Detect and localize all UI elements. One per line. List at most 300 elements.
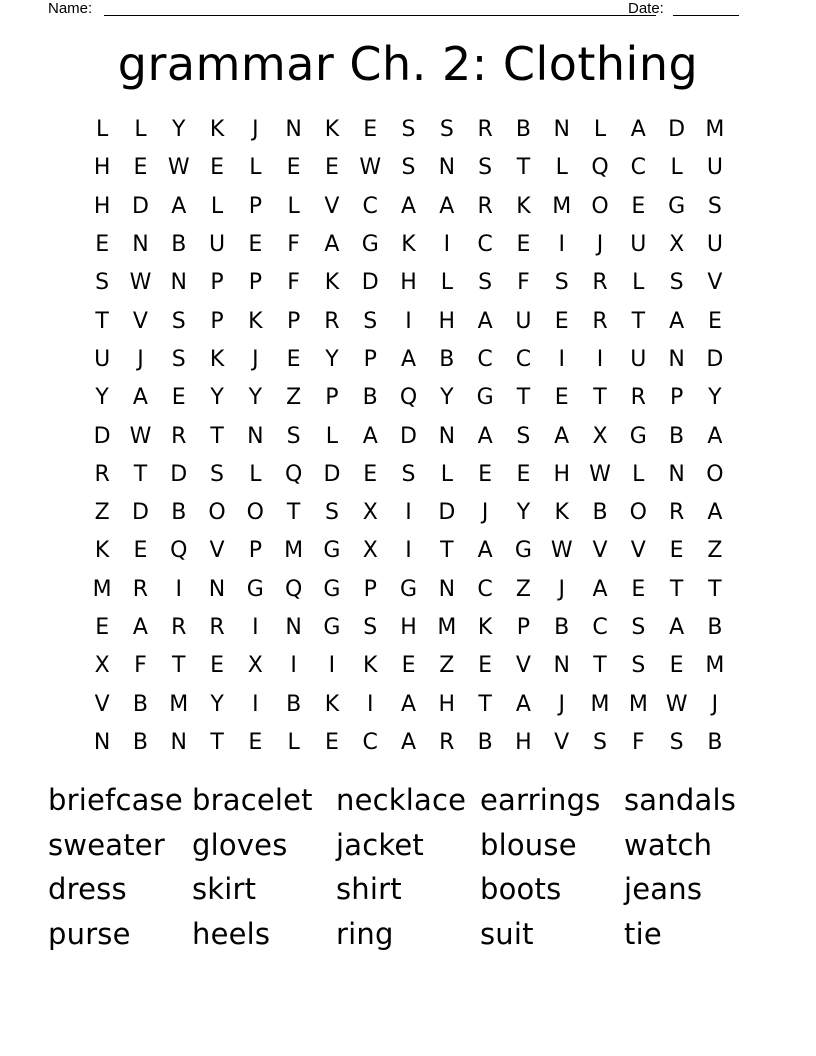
grid-row [83,494,734,532]
word-bank-item: briefcase [48,783,183,817]
grid-letter: L [670,155,683,181]
grid-letter: O [208,500,226,526]
grid-letter: E [478,461,493,487]
grid-letter: E [248,729,263,755]
grid-letter: S [631,615,646,640]
grid-letter: S [554,270,569,296]
grid-letter: G [323,576,341,602]
word-bank-item: purse [48,916,131,951]
grid-letter: T [593,385,607,411]
grid-letter: V [554,729,570,755]
grid-letter: Z [286,385,302,411]
grid-letter: L [210,193,224,219]
word-bank-item: sandals [624,783,737,817]
word-bank-item: necklace [336,783,467,817]
grid-letter: H [400,615,417,640]
grid-letter: M [284,538,304,564]
grid-letter: T [708,576,722,602]
grid-row [83,571,734,609]
grid-letter: T [516,385,531,411]
grid-letter: A [400,691,417,717]
date-label: Date: [628,0,664,17]
grid-letter: E [631,193,646,219]
grid-letter: O [629,500,647,526]
grid-letter: M [590,691,610,717]
grid-letter: E [631,576,646,602]
grid-letter: U [630,346,647,372]
grid-letter: S [401,155,416,181]
grid-row [83,226,734,264]
grid-letter: Z [439,653,455,679]
grid-letter: A [477,538,493,564]
grid-letter: J [252,346,259,372]
grid-letter: H [438,308,456,334]
grid-letter: Y [172,117,186,143]
grid-letter: A [400,193,417,219]
word-bank-item: boots [480,872,562,906]
grid-letter: R [209,615,225,640]
word-bank-item: earrings [480,783,601,817]
grid-letter: Y [95,385,109,411]
word-bank-item: jeans [624,872,703,906]
grid-letter: N [93,729,111,755]
grid-letter: A [669,308,685,334]
grid-letter: M [552,193,572,219]
grid-letter: S [363,308,378,334]
grid-letter: X [362,538,378,564]
grid-letter: D [668,117,686,143]
grid-letter: V [592,538,608,564]
grid-letter: N [132,232,149,258]
grid-letter: W [129,423,152,449]
grid-letter: G [629,423,647,449]
grid-letter: S [210,461,225,487]
grid-letter: E [286,155,301,181]
grid-letter: R [94,461,110,487]
grid-letter: E [363,461,378,487]
grid-letter: A [132,615,148,640]
grid-letter: B [592,500,608,526]
grid-letter: V [94,691,110,717]
grid-letter: Q [284,461,303,487]
name-label: Name: [48,0,93,17]
grid-row [83,111,734,149]
grid-letter: M [705,653,725,679]
grid-letter: K [209,117,225,143]
grid-letter: Z [515,576,531,602]
grid-letter: D [361,270,379,296]
grid-letter: S [439,117,454,143]
grid-letter: Q [591,155,609,181]
grid-letter: T [210,423,224,449]
grid-letter: C [515,346,532,372]
grid-letter: R [592,308,608,334]
grid-letter: P [248,270,262,296]
grid-letter: R [171,423,187,449]
grid-letter: S [171,308,186,334]
grid-letter: D [438,500,456,526]
grid-letter: H [93,155,111,181]
grid-letter: G [246,576,264,602]
grid-letter: K [209,346,225,372]
word-bank-item: jacket [336,827,424,862]
grid-letter: X [94,653,110,679]
grid-letter: S [669,729,684,755]
word-bank-item: dress [48,872,127,906]
grid-letter: K [516,193,531,219]
grid-row [83,149,734,187]
grid-letter: A [132,385,148,411]
grid-row [83,456,734,494]
grid-letter: L [287,193,300,219]
grid-letter: W [359,155,382,181]
grid-row [83,341,734,379]
grid-letter: P [286,308,301,334]
grid-letter: E [210,155,224,181]
grid-letter: Y [516,500,531,526]
grid-letter: A [400,346,417,372]
grid-letter: S [516,423,531,449]
grid-letter: D [131,500,149,526]
grid-letter: E [707,308,722,334]
grid-letter: U [515,308,532,334]
grid-letter: I [596,346,604,372]
grid-letter: C [592,615,608,640]
grid-letter: T [172,653,186,679]
grid-row [83,724,734,762]
grid-letter: C [362,729,378,755]
grid-letter: L [134,117,147,143]
grid-letter: L [632,461,645,487]
grid-letter: X [669,232,685,258]
word-bank-item: bracelet [192,783,313,817]
grid-letter: R [592,270,608,296]
grid-letter: Y [248,385,263,411]
grid-letter: E [401,653,416,679]
grid-letter: B [669,423,685,449]
grid-letter: P [363,576,377,602]
grid-letter: A [630,117,646,143]
grid-letter: E [669,538,684,564]
grid-letter: A [400,729,417,755]
grid-letter: Z [707,538,723,564]
grid-letter: D [131,193,149,219]
grid-row [83,379,734,417]
grid-letter: Y [708,385,722,411]
grid-letter: S [401,117,416,143]
grid-letter: S [363,615,378,640]
grid-letter: S [707,193,722,219]
grid-letter: Y [325,346,339,372]
grid-letter: Y [210,385,224,411]
grid-letter: E [133,155,148,181]
grid-letter: A [362,423,378,449]
grid-letter: A [477,423,493,449]
grid-letter: O [246,500,264,526]
grid-letter: H [553,461,570,487]
grid-letter: K [94,538,110,564]
grid-letter: L [325,423,339,449]
grid-letter: M [705,117,725,143]
grid-letter: T [631,308,646,334]
grid-letter: Z [94,500,110,526]
grid-letter: D [400,423,417,449]
grid-letter: C [477,576,493,602]
grid-letter: S [401,461,416,487]
grid-letter: F [631,729,645,755]
grid-letter: E [554,385,569,411]
grid-letter: Q [284,576,303,602]
grid-letter: N [247,423,264,449]
grid-letter: O [591,193,609,219]
grid-letter: I [175,576,182,602]
grid-letter: B [286,691,302,717]
grid-letter: A [669,615,685,640]
grid-letter: V [630,538,646,564]
grid-letter: B [707,729,723,755]
grid-letter: V [209,538,225,564]
grid-letter: U [630,232,647,258]
grid-letter: J [137,346,144,372]
grid-letter: B [362,385,378,411]
grid-letter: T [440,538,454,564]
word-bank-item: tie [624,916,662,951]
grid-letter: X [362,500,378,526]
grid-letter: V [515,653,531,679]
grid-letter: C [630,155,646,181]
grid-row [83,532,734,570]
grid-letter: T [516,155,531,181]
grid-letter: E [95,232,110,258]
grid-letter: K [324,117,340,143]
grid-letter: F [287,270,300,296]
date-blank-line [673,15,739,16]
word-bank-item: ring [336,916,394,951]
grid-letter: L [96,117,109,143]
grid-letter: P [248,193,262,219]
grid-letter: K [324,691,340,717]
grid-letter: V [707,270,723,296]
grid-row [83,417,734,455]
grid-letter: Y [440,385,454,411]
grid-letter: D [323,461,341,487]
grid-letter: F [134,653,147,679]
grid-letter: X [592,423,608,449]
grid-letter: L [249,461,262,487]
grid-letter: I [328,653,336,679]
grid-letter: K [477,615,493,640]
grid-letter: E [171,385,186,411]
grid-letter: T [669,576,684,602]
grid-letter: R [171,615,187,640]
grid-letter: H [400,270,417,296]
word-bank-item: sweater [48,827,165,862]
grid-letter: W [129,270,152,296]
grid-letter: S [478,270,493,296]
word-bank-item: watch [624,827,713,862]
grid-letter: N [170,270,187,296]
grid-letter: T [133,461,148,487]
grid-letter: T [210,729,224,755]
grid-letter: J [711,691,719,717]
grid-letter: S [286,423,301,449]
grid-letter: E [324,155,339,181]
grid-letter: I [558,346,565,372]
grid-letter: E [363,117,378,143]
grid-letter: P [516,615,531,640]
grid-letter: T [593,653,607,679]
grid-letter: Y [210,691,224,717]
grid-letter: I [405,500,412,526]
grid-letter: P [325,385,339,411]
grid-letter: K [324,270,340,296]
word-bank-item: shirt [336,872,402,906]
grid-letter: N [668,461,685,487]
grid-letter: R [477,117,493,143]
grid-letter: B [171,500,187,526]
grid-letter: A [477,308,493,334]
grid-letter: G [668,193,686,219]
grid-letter: G [399,576,418,602]
grid-letter: R [630,385,646,411]
grid-letter: W [550,538,573,564]
grid-letter: W [167,155,190,181]
word-bank-item: heels [192,916,271,951]
grid-letter: I [443,232,451,258]
grid-letter: I [366,691,374,717]
grid-letter: M [628,691,648,717]
grid-row [83,609,734,647]
grid-letter: S [593,729,607,755]
grid-letter: J [252,117,259,143]
grid-letter: G [323,615,341,640]
grid-letter: F [287,232,300,258]
grid-letter: N [553,653,570,679]
grid-letter: A [324,232,340,258]
grid-letter: S [669,270,684,296]
grid-letter: H [93,193,111,219]
grid-letter: E [516,232,531,258]
grid-letter: I [290,653,297,679]
grid-letter: B [707,615,723,640]
grid-letter: Q [399,385,418,411]
grid-letter: E [478,653,493,679]
grid-letter: L [555,155,568,181]
grid-letter: B [515,117,531,143]
word-bank-item: suit [480,916,534,951]
page-title: grammar Ch. 2: Clothing [117,37,699,91]
grid-letter: S [631,653,646,679]
grid-letter: S [171,346,186,372]
grid-letter: R [477,193,493,219]
grid-letter: I [558,232,565,258]
grid-letter: M [92,576,112,602]
grid-letter: A [707,500,723,526]
word-bank [48,778,788,956]
grid-letter: N [438,155,456,181]
grid-letter: I [252,615,259,640]
grid-letter: E [286,346,301,372]
grid-letter: B [439,346,455,372]
grid-letter: A [707,423,723,449]
grid-letter: E [554,308,569,334]
grid-letter: L [249,155,262,181]
grid-letter: B [477,729,493,755]
grid-letter: M [169,691,189,717]
grid-letter: B [132,691,148,717]
grid-letter: E [248,232,263,258]
letter-grid [83,111,734,762]
grid-letter: M [437,615,457,640]
grid-letter: H [515,729,532,755]
grid-letter: U [208,232,226,258]
grid-letter: U [94,346,111,372]
grid-letter: E [669,653,684,679]
grid-letter: N [208,576,226,602]
grid-letter: Q [170,538,188,564]
grid-letter: I [405,308,412,334]
grid-letter: D [706,346,724,372]
grid-letter: K [363,653,378,679]
grid-letter: E [133,538,148,564]
grid-letter: L [440,270,453,296]
grid-letter: A [171,193,187,219]
grid-row [83,188,734,226]
grid-letter: D [170,461,188,487]
grid-letter: J [558,691,565,717]
grid-letter: L [440,461,453,487]
grid-letter: O [706,461,724,487]
grid-letter: G [476,385,494,411]
grid-letter: G [323,538,341,564]
grid-row [83,647,734,685]
grid-letter: F [517,270,530,296]
grid-letter: B [171,232,187,258]
grid-letter: R [324,308,340,334]
grid-letter: R [439,729,455,755]
name-blank-line [104,15,656,16]
word-bank-item: blouse [480,827,577,862]
grid-letter: A [554,423,570,449]
grid-letter: N [285,117,302,143]
grid-letter: P [210,270,224,296]
grid-letter: P [363,346,377,372]
grid-letter: K [401,232,416,258]
grid-letter: S [95,270,110,296]
grid-letter: E [210,653,224,679]
grid-letter: J [596,232,604,258]
grid-letter: V [324,193,340,219]
grid-letter: S [324,500,339,526]
grid-letter: C [362,193,378,219]
grid-letter: I [405,538,412,564]
grid-row [83,302,734,340]
grid-letter: R [668,500,685,526]
grid-letter: L [593,117,607,143]
grid-letter: L [632,270,645,296]
grid-letter: W [665,691,688,717]
grid-letter: K [554,500,569,526]
grid-letter: G [361,232,379,258]
grid-letter: I [252,691,259,717]
grid-letter: U [706,155,723,181]
grid-letter: E [95,615,110,640]
grid-letter: V [132,308,148,334]
grid-letter: P [669,385,684,411]
grid-letter: N [170,729,187,755]
grid-letter: L [287,729,300,755]
word-bank-item: gloves [192,827,288,862]
